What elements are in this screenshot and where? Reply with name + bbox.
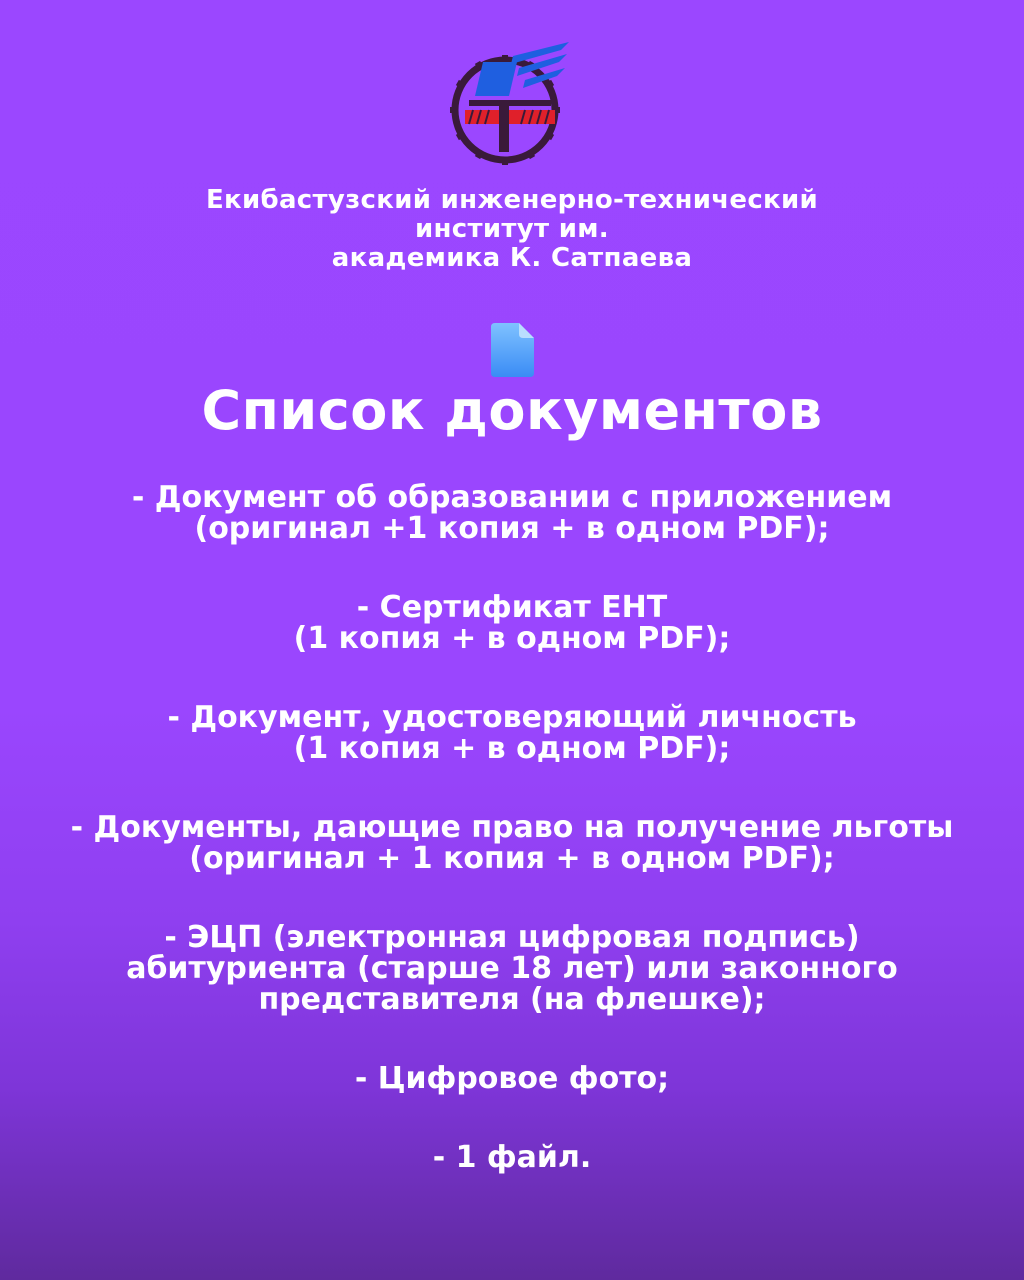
page-title: Список документов: [201, 379, 823, 442]
institute-logo-icon: [447, 38, 569, 168]
list-item: [0, 702, 1024, 764]
document-list: [0, 482, 1024, 1221]
list-item-line: абитуриента (старше 18 лет) или законного: [126, 951, 898, 986]
list-item-line: - Цифровое фото;: [354, 1061, 670, 1096]
list-item-line: - Документ, удостоверяющий личность: [167, 700, 857, 735]
institute-name-line: академика К. Сатпаева: [331, 243, 693, 273]
list-item-line: - Документ об образовании с приложением: [131, 480, 893, 515]
list-item-line: (оригинал +1 копия + в одном PDF);: [194, 511, 830, 546]
list-item: [0, 482, 1024, 544]
list-item-line: (1 копия + в одном PDF);: [293, 621, 731, 656]
list-item-line: - 1 файл.: [432, 1140, 592, 1175]
institute-name-line: институт им.: [415, 214, 609, 244]
list-item: [0, 1063, 1024, 1094]
list-item: [0, 922, 1024, 1015]
list-item: [0, 1142, 1024, 1173]
institute-name-line: Екибастузский инженерно-технический: [205, 185, 819, 215]
list-item: [0, 592, 1024, 654]
institute-name: [0, 186, 1024, 273]
list-item-line: - Документы, дающие право на получение льготы: [70, 810, 954, 845]
list-item-line: представителя (на флешке);: [258, 982, 766, 1017]
institute-logo: [447, 38, 569, 168]
list-item: [0, 812, 1024, 874]
document-icon: [489, 322, 535, 378]
list-item-line: - ЭЦП (электронная цифровая подпись): [164, 920, 860, 955]
list-item-line: (1 копия + в одном PDF);: [293, 731, 731, 766]
list-item-line: (оригинал + 1 копия + в одном PDF);: [189, 841, 835, 876]
list-item-line: - Сертификат ЕНТ: [356, 590, 668, 625]
